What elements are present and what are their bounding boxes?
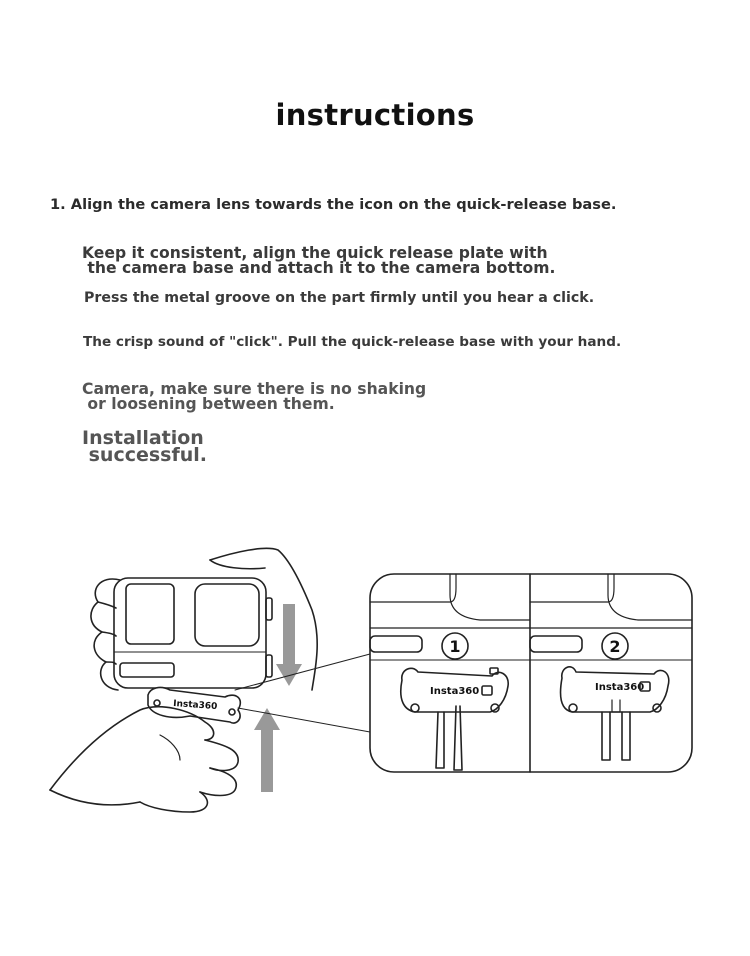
base-2-brand-label: Insta360 [595,682,645,693]
base-1-brand-label: Insta360 [430,686,480,697]
step-marker-2: 2 [609,637,621,656]
installation-illustration [40,540,705,840]
step-1-text: 1. Align the camera lens towards the icon on the quick-release base. [50,196,617,213]
instruction-press-groove: Press the metal groove on the part firmly until you hear a click. [84,290,595,306]
instruction-align-plate: Keep it consistent, align the quick release plate with the camera base and attach it to the camera bottom. [82,244,556,277]
instruction-check-shaking: Camera, make sure there is no shaking or loosening between them. [82,380,427,413]
detail-panel [370,574,692,772]
instruction-pull-base: The crisp sound of "click". Pull the quick-release base with your hand. [83,334,622,350]
step-marker-1: 1 [449,637,461,656]
page-title: instructions [275,98,475,132]
base-brand-label: Insta360 [172,699,218,713]
instruction-success: Installation successful. [82,427,208,466]
down-arrow-icon [276,604,302,686]
up-arrow-icon [254,708,280,792]
hands-camera-figure [50,548,370,812]
